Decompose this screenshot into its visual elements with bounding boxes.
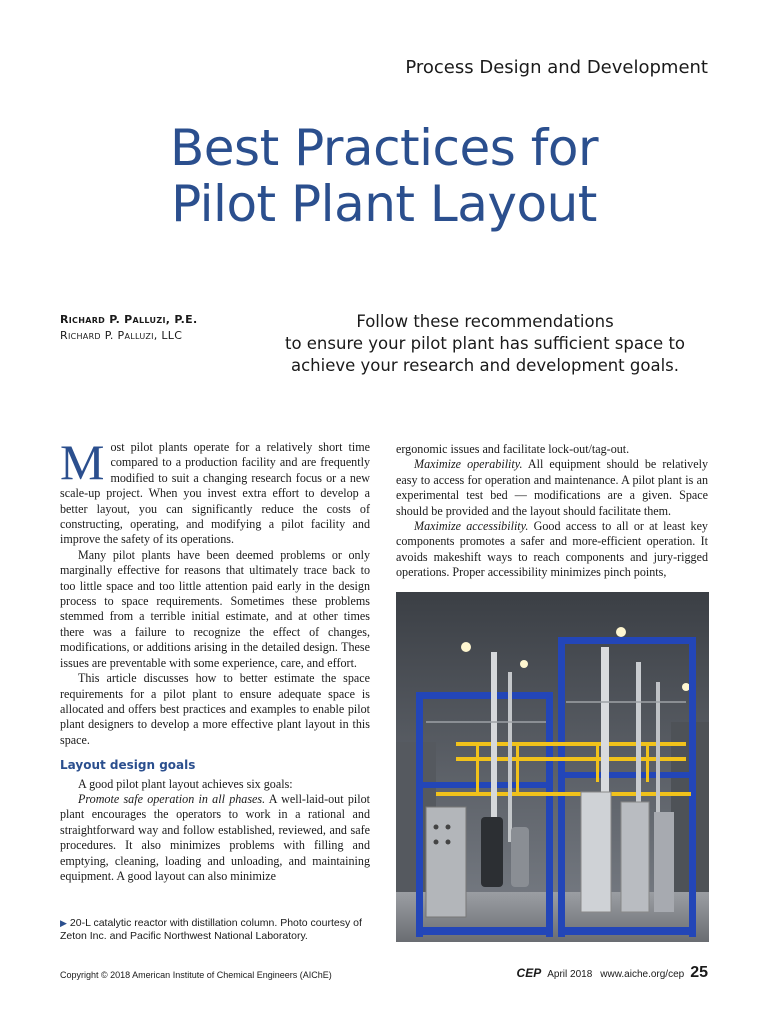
paragraph-operability-text: All equipment should be relatively easy to access for operation and maintenance. A pilot plant is an experimental test bed — modifications are a given. Space should be provided and the layout should facilitate them. <box>396 457 708 518</box>
paragraph-safe-operation-text: A well-laid-out pilot plant encourages the operators to work in a rational and straightforward way and follow established, reviewed, and safe procedures. It also minimizes problems with filling and emptying, cleaning, loading and unloading, and maintaining equipment. A good layout can also minimize <box>60 791 371 883</box>
author-block <box>60 312 197 344</box>
paragraph-safe-operation <box>60 792 370 884</box>
caption-triangle-icon: ▶ <box>60 918 67 928</box>
footer-journal: CEP <box>516 966 542 980</box>
title-line-1: Best Practices for <box>169 119 598 177</box>
paragraph-ergonomic: ergonomic issues and facilitate lock-out/tag-out. <box>396 442 630 456</box>
deck-line-2: to ensure your pilot plant has sufficient space to <box>284 334 686 353</box>
subhead-layout-goals: Layout design goals <box>60 758 196 773</box>
footer-info <box>517 964 708 982</box>
deck-subtitle <box>270 311 700 377</box>
footer-url[interactable]: www.aiche.org/cep <box>600 969 685 980</box>
paragraph-accessibility-text: Good access to all or at least key components promotes a safer and more-efficient operation. It avoids makeshift ways to reach components and jury-rigged operations. Proper accessibility minimizes pinch points, <box>396 519 708 580</box>
author-affiliation: Richard P. Palluzi, LLC <box>60 329 183 342</box>
author-name: Richard P. Palluzi, P.E. <box>60 313 198 326</box>
photo-caption <box>60 917 375 943</box>
goal-operability: Maximize operability. <box>414 457 523 472</box>
page-number: 25 <box>690 964 708 981</box>
pilot-plant-photo <box>396 592 709 942</box>
deck-line-1: Follow these recommendations <box>356 312 614 331</box>
footer-date: April 2018 <box>547 969 593 980</box>
paragraph-intro <box>60 434 370 548</box>
drop-cap: M <box>60 434 105 490</box>
paragraph-accessibility <box>396 519 708 581</box>
pilot-plant-illustration <box>396 592 709 942</box>
section-label: Process Design and Development <box>405 57 708 78</box>
paragraph-goals-intro: A good pilot plant layout achieves six goals: <box>78 776 293 791</box>
deck-line-3: achieve your research and development goals. <box>291 356 679 375</box>
body-column-right <box>396 442 708 581</box>
goal-safe-operation: Promote safe operation in all phases. <box>78 791 266 806</box>
footer-copyright: Copyright © 2018 American Institute of Chemical Engineers (AIChE) <box>60 970 332 980</box>
caption-text: 20-L catalytic reactor with distillation column. Photo courtesy of Zeton Inc. and Pacific Northwest National Laboratory. <box>60 917 362 942</box>
goal-accessibility: Maximize accessibility. <box>414 519 529 534</box>
paragraph-overview: This article discusses how to better estimate the space requirements for a pilot plant to ensure adequate space is allocated and offers best practices and examples to enable pilot plant designers to develop a more effective plant layout in this space. <box>60 671 370 747</box>
title-line-2: Pilot Plant Layout <box>171 175 597 233</box>
body-column-left <box>60 434 371 884</box>
paragraph-operability <box>396 457 708 519</box>
paragraph-intro-text: ost pilot plants operate for a relatively short time compared to a production facility and are frequently modified to suit a changing research focus or a new scale-up project. When you invest extra effort to develop a better layout, you can significantly reduce the costs of constructing, operating, and modifying a pilot facility and improve the safety of its operations. <box>60 440 370 547</box>
paragraph-problems: Many pilot plants have been deemed problems or only marginally effective for reasons that ultimately trace back to too little space and too little attention paid early in the design process to space requirements. Sometimes these problems stemmed from a terrible initial estimate, and at other times there was a failure to recognize the effect of changes, modifications, or additions arising in the detailed design. These issues are preventable with some experience, care, and effort. <box>60 547 370 670</box>
article-title <box>0 120 768 232</box>
